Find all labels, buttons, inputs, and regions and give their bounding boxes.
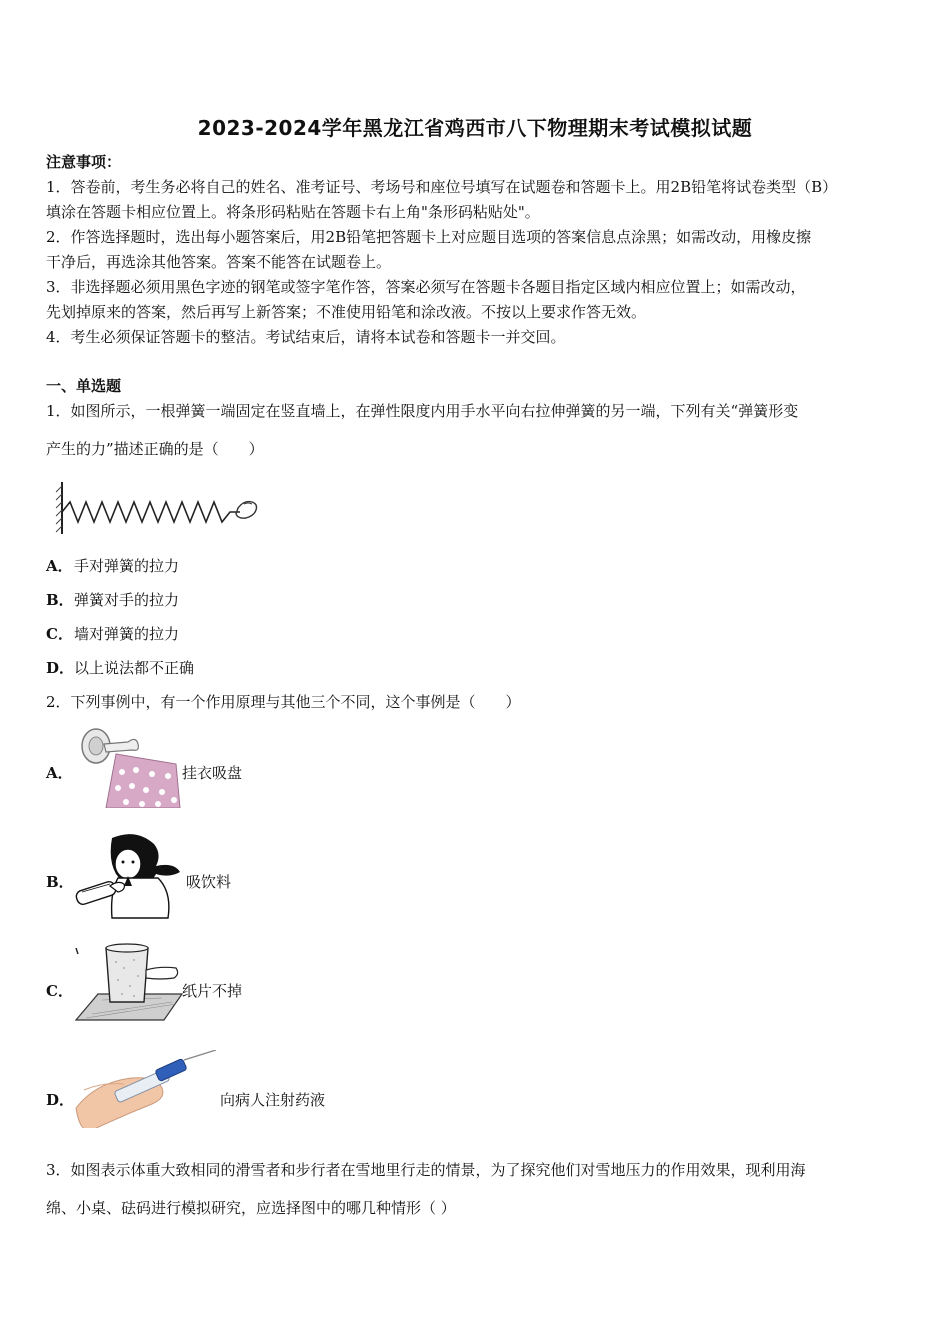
suction-hook-image <box>76 724 182 808</box>
option-text: 弹簧对手的拉力 <box>74 591 180 609</box>
q3-stem-line2: 绵、小桌、砝码进行模拟研究，应选择图中的哪几种情形（ ） <box>46 1199 456 1217</box>
syringe-image <box>74 1050 220 1128</box>
option-letter: A． <box>46 557 73 575</box>
q1-stem-line2: 产生的力”描述正确的是（ ） <box>46 440 264 458</box>
q1-stem-line1: 1．如图所示，一根弹簧一端固定在竖直墙上，在弹性限度内用手水平向右拉伸弹簧的另一端，下列有关“弹簧形变 <box>46 402 799 420</box>
paper-glass-image <box>72 940 184 1026</box>
q2-option-c-text: 纸片不掉 <box>182 982 243 1000</box>
option-letter: B． <box>46 873 74 891</box>
notice-line: 4．考生必须保证答题卡的整洁。考试结束后，请将本试卷和答题卡一并交回。 <box>46 328 566 346</box>
q1-option-b[interactable] <box>46 590 179 610</box>
q2-option-b-letter[interactable] <box>46 872 74 892</box>
q1-option-d[interactable] <box>46 658 194 678</box>
q3-stem-line1: 3．如图表示体重大致相同的滑雪者和步行者在雪地里行走的情景，为了探究他们对雪地压力的作用效果，现利用海 <box>46 1161 806 1179</box>
section-heading: 一、单选题 <box>46 377 122 395</box>
q2-option-b-text: 吸饮料 <box>186 873 232 891</box>
q2-option-a-text: 挂衣吸盘 <box>182 764 243 782</box>
notice-line: 1．答卷前，考生务必将自己的姓名、准考证号、考场号和座位号填写在试题卷和答题卡上。用2B铅笔将试卷类型（B） <box>46 178 838 196</box>
notice-line: 2．作答选择题时，选出每小题答案后，用2B铅笔把答题卡上对应题目选项的答案信息点涂黑；如需改动，用橡皮擦 <box>46 228 812 246</box>
notice-line: 3．非选择题必须用黑色字迹的钢笔或签字笔作答，答案必须写在答题卡各题目指定区域内相应位置上；如需改动， <box>46 278 806 296</box>
option-letter: B． <box>46 591 74 609</box>
option-text: 以上说法都不正确 <box>74 659 195 677</box>
option-text: 手对弹簧的拉力 <box>74 557 180 575</box>
notice-line: 干净后，再选涂其他答案。答案不能答在试题卷上。 <box>46 253 392 271</box>
page-title: 2023-2024学年黑龙江省鸡西市八下物理期末考试模拟试题 <box>197 116 753 140</box>
notice-line: 先划掉原来的答案，然后再写上新答案；不准使用铅笔和涂改液。不按以上要求作答无效。 <box>46 303 647 321</box>
option-letter: D． <box>46 1091 75 1109</box>
notice-heading: 注意事项： <box>46 153 122 171</box>
option-text: 墙对弹簧的拉力 <box>74 625 180 643</box>
option-letter: C． <box>46 625 73 643</box>
q2-option-d-letter[interactable] <box>46 1090 74 1110</box>
q2-stem: 2．下列事例中，有一个作用原理与其他三个不同，这个事例是（ ） <box>46 693 521 711</box>
q2-option-a-letter[interactable] <box>46 763 74 783</box>
q1-option-c[interactable] <box>46 624 179 644</box>
spring-figure <box>54 478 264 538</box>
notice-line: 填涂在答题卡相应位置上。将条形码粘贴在答题卡右上角"条形码粘贴处"。 <box>46 203 540 221</box>
q1-option-a[interactable] <box>46 556 179 576</box>
q2-option-d-text: 向病人注射药液 <box>220 1091 326 1109</box>
option-letter: C． <box>46 982 73 1000</box>
option-letter: A． <box>46 764 73 782</box>
option-letter: D． <box>46 659 75 677</box>
q2-option-c-letter[interactable] <box>46 981 74 1001</box>
girl-drinking-image <box>72 832 184 920</box>
